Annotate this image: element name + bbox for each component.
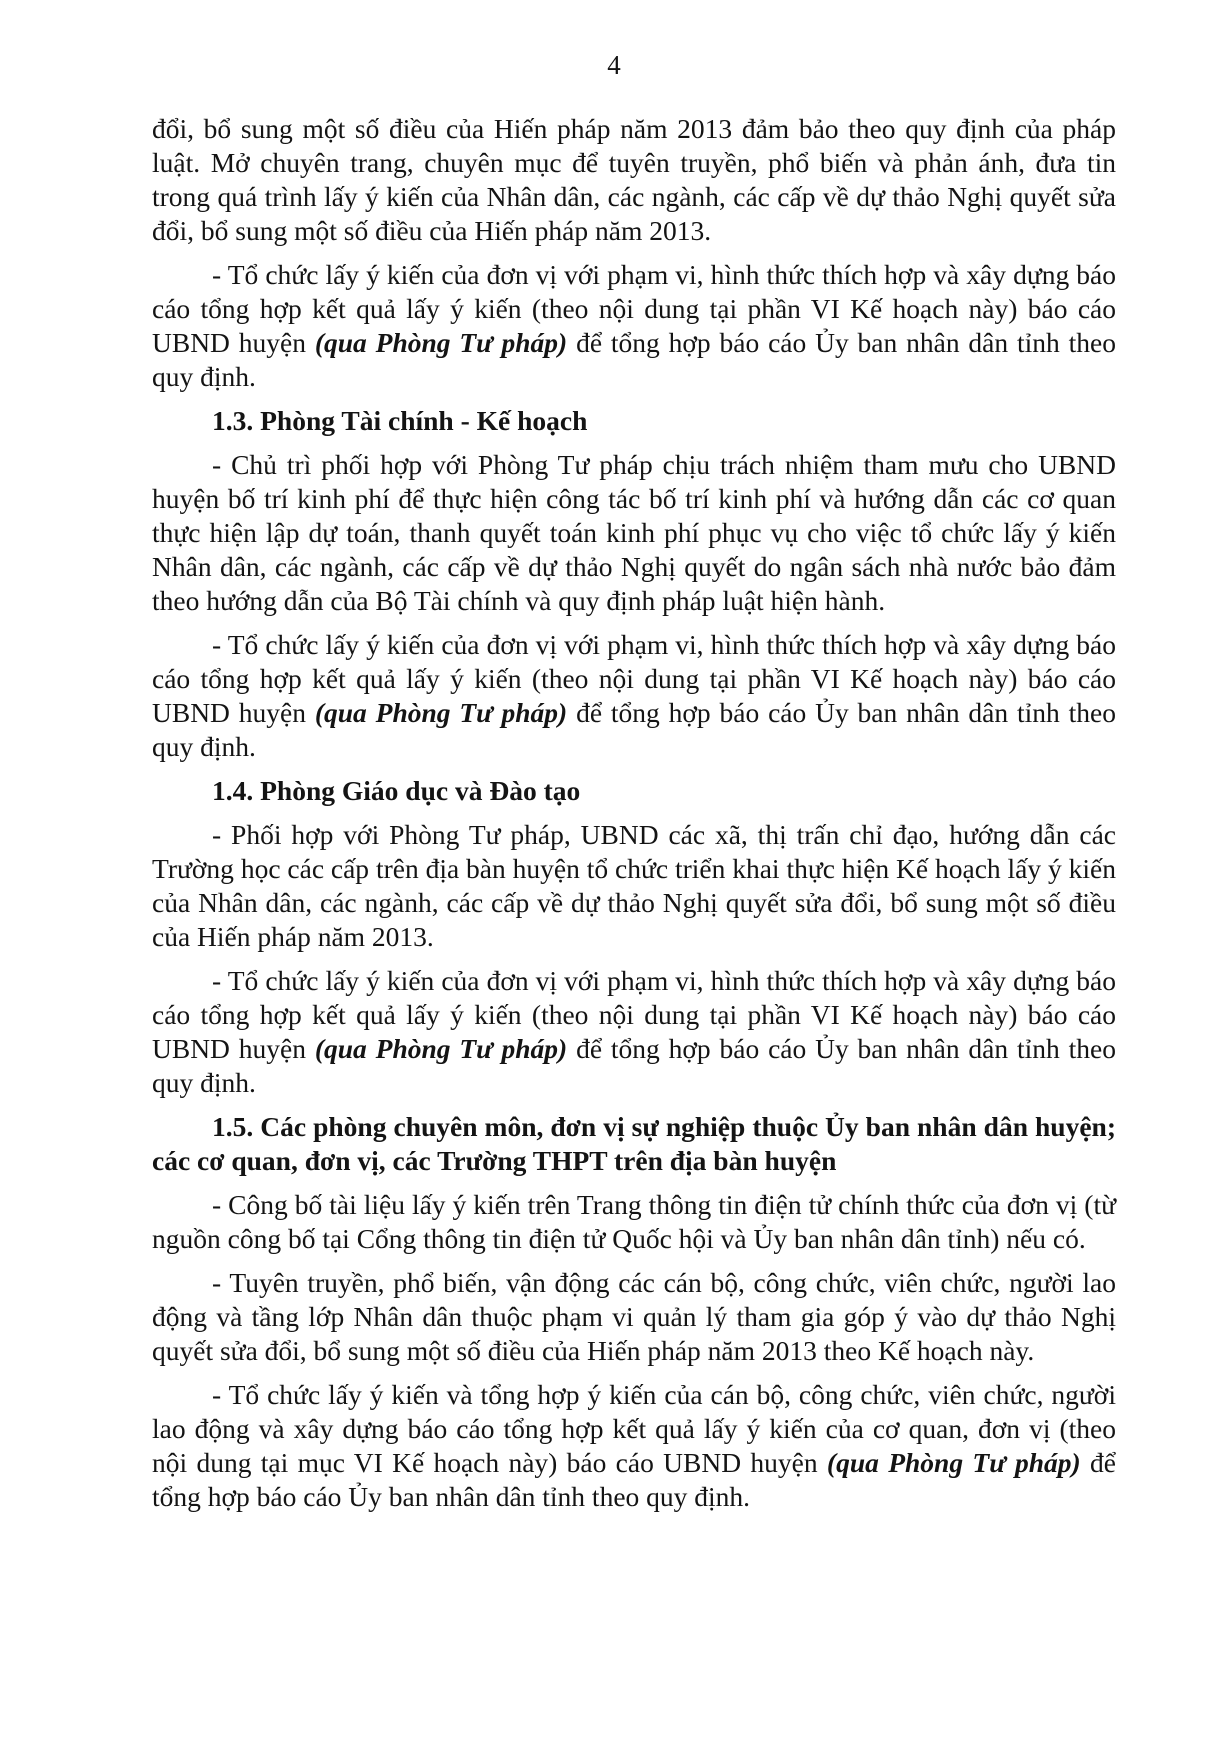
section-heading-1-5: 1.5. Các phòng chuyên môn, đơn vị sự nghiệp thuộc Ủy ban nhân dân huyện; các cơ quan, đơn vị, các Trường THPT trên địa bàn huyện <box>152 1111 1116 1176</box>
paragraph-education-task: - Phối hợp với Phòng Tư pháp, UBND các xã, thị trấn chỉ đạo, hướng dẫn các Trường học các cấp trên địa bàn huyện tổ chức triển khai thực hiện Kế hoạch lấy ý kiến của Nhân dân, các ngành, các cấp về dự thảo Nghị quyết sửa đổi, bổ sung một số điều của Hiến pháp năm 2013. <box>152 819 1116 952</box>
emphasis-text: (qua Phòng Tư pháp) <box>314 697 568 728</box>
paragraph-text: để tổng hợp báo cáo Ủy ban nhân dân tỉnh theo quy định. <box>152 1033 1116 1098</box>
paragraph-continuation: đổi, bổ sung một số điều của Hiến pháp năm 2013 đảm bảo theo quy định của pháp luật. Mở chuyên trang, chuyên mục để tuyên truyền, phổ biến và phản ánh, đưa tin trong quá trình lấy ý kiến của Nhân dân, các ngành, các cấp về dự thảo Nghị quyết sửa đổi, bổ sung một số điều của Hiến pháp năm 2013. <box>152 113 1116 246</box>
emphasis-text: (qua Phòng Tư pháp) <box>314 1033 568 1064</box>
document-body <box>152 112 1116 1524</box>
paragraph-text: - Tổ chức lấy ý kiến của đơn vị với phạm vi, hình thức thích hợp và xây dựng báo cáo tổng hợp kết quả lấy ý kiến (theo nội dung tại phần VI Kế hoạch này) báo cáo UBND huyện <box>152 259 1116 358</box>
paragraph-text: - Tổ chức lấy ý kiến của đơn vị với phạm vi, hình thức thích hợp và xây dựng báo cáo tổng hợp kết quả lấy ý kiến (theo nội dung tại phần VI Kế hoạch này) báo cáo UBND huyện <box>152 629 1116 728</box>
emphasis-text: (qua Phòng Tư pháp) <box>826 1447 1081 1478</box>
section-heading-1-3: 1.3. Phòng Tài chính - Kế hoạch <box>212 405 588 436</box>
paragraph-publish-documents: - Công bố tài liệu lấy ý kiến trên Trang thông tin điện tử chính thức của đơn vị (từ nguồn công bố tại Cổng thông tin điện tử Quốc hội và Ủy ban nhân dân tỉnh) nếu có. <box>152 1189 1116 1254</box>
paragraph-text: - Tổ chức lấy ý kiến và tổng hợp ý kiến của cán bộ, công chức, viên chức, người lao động và xây dựng báo cáo tổng hợp kết quả lấy ý kiến của cơ quan, đơn vị (theo nội dung tại mục VI Kế hoạch này) báo cáo UBND huyện <box>152 1379 1116 1478</box>
paragraph-propaganda: - Tuyên truyền, phổ biến, vận động các cán bộ, công chức, viên chức, người lao động và tầng lớp Nhân dân thuộc phạm vi quản lý tham gia góp ý vào dự thảo Nghị quyết sửa đổi, bổ sung một số điều của Hiến pháp năm 2013 theo Kế hoạch này. <box>152 1267 1116 1366</box>
page-number: 4 <box>607 50 621 80</box>
paragraph-text: để tổng hợp báo cáo Ủy ban nhân dân tỉnh theo quy định. <box>152 1447 1116 1512</box>
paragraph-text: để tổng hợp báo cáo Ủy ban nhân dân tỉnh theo quy định. <box>152 697 1116 762</box>
emphasis-text: (qua Phòng Tư pháp) <box>314 327 568 358</box>
paragraph-text: - Tổ chức lấy ý kiến của đơn vị với phạm vi, hình thức thích hợp và xây dựng báo cáo tổng hợp kết quả lấy ý kiến (theo nội dung tại phần VI Kế hoạch này) báo cáo UBND huyện <box>152 965 1116 1064</box>
paragraph-text: để tổng hợp báo cáo Ủy ban nhân dân tỉnh theo quy định. <box>152 327 1116 392</box>
paragraph-task-report-3 <box>152 964 1116 1100</box>
section-heading-1-4: 1.4. Phòng Giáo dục và Đào tạo <box>212 775 581 806</box>
paragraph-task-report-4 <box>152 1378 1116 1514</box>
paragraph-task-report-2 <box>152 628 1116 764</box>
paragraph-task-report-1 <box>152 258 1116 394</box>
paragraph-finance-task: - Chủ trì phối hợp với Phòng Tư pháp chịu trách nhiệm tham mưu cho UBND huyện bố trí kinh phí để thực hiện công tác bố trí kinh phí và hướng dẫn các cơ quan thực hiện lập dự toán, thanh quyết toán kinh phí phục vụ cho việc tổ chức lấy ý kiến Nhân dân, các ngành, các cấp về dự thảo Nghị quyết do ngân sách nhà nước bảo đảm theo hướng dẫn của Bộ Tài chính và quy định pháp luật hiện hành. <box>152 449 1116 616</box>
